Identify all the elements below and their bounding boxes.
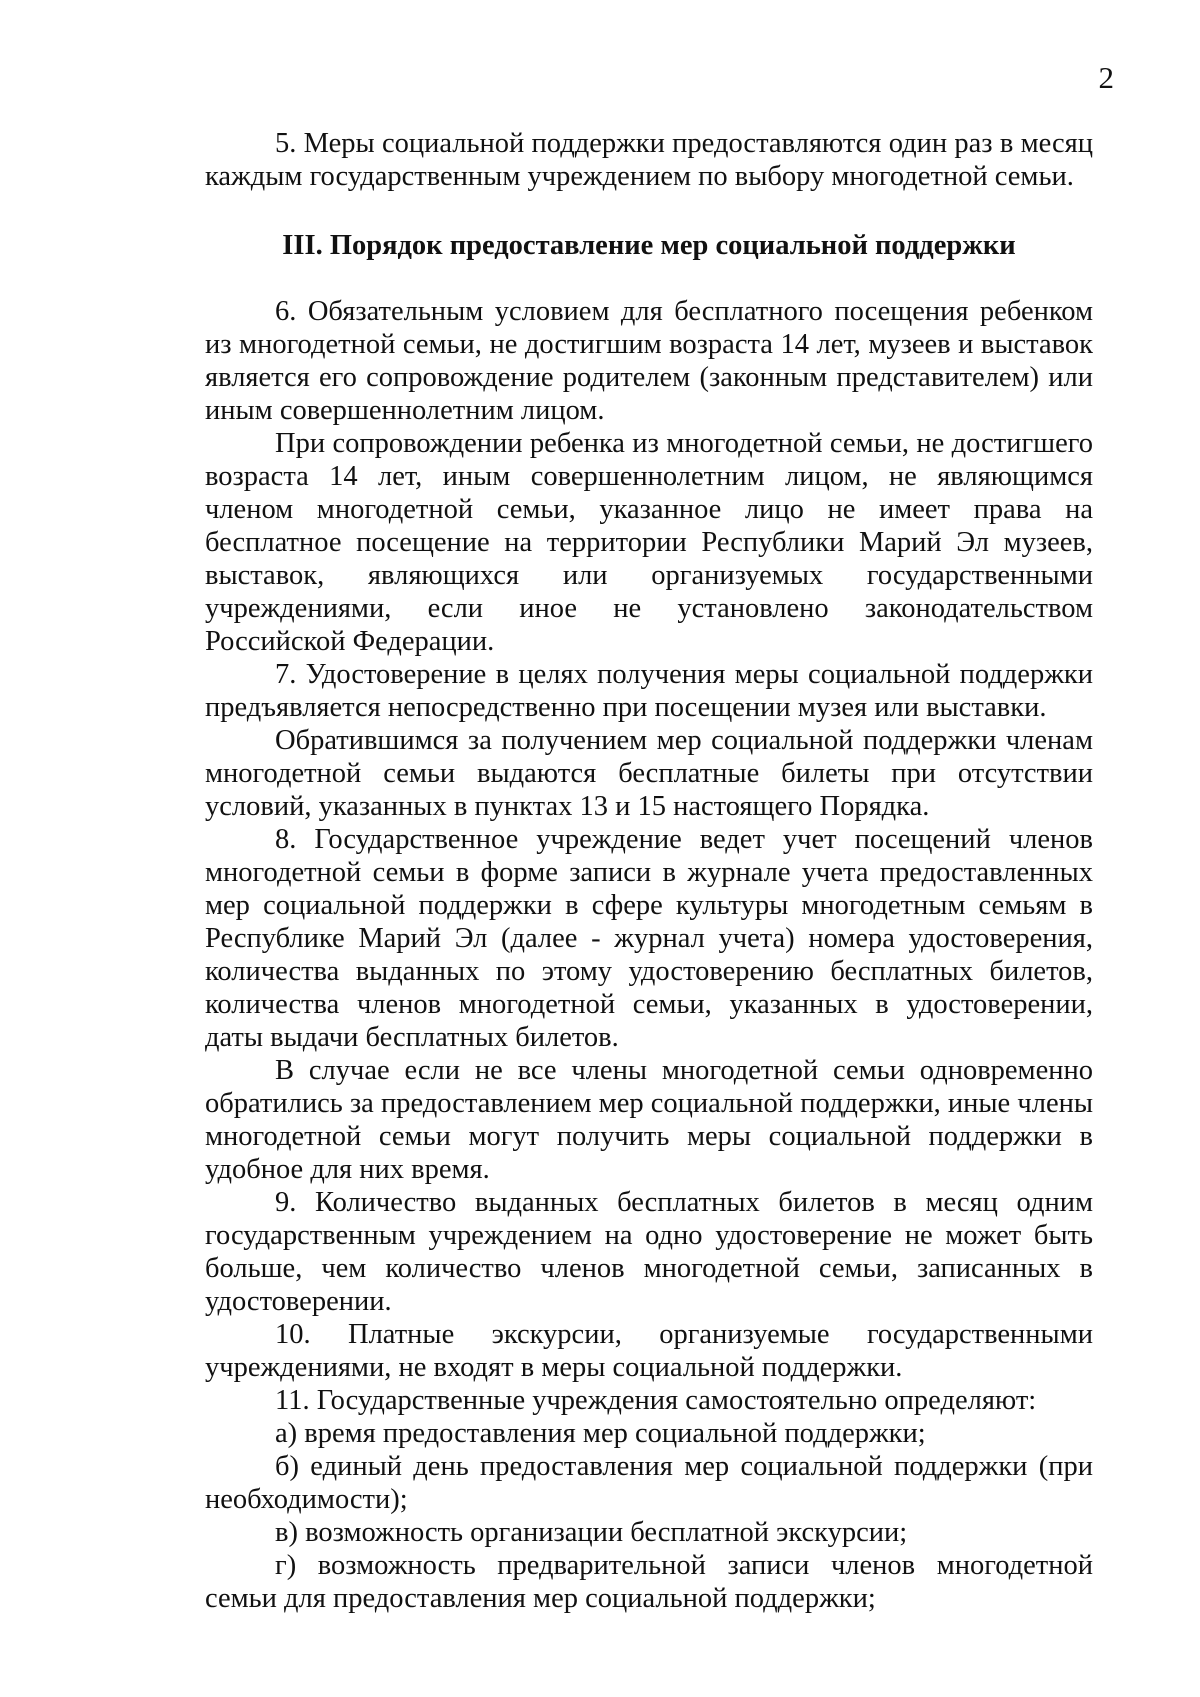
document-body bbox=[205, 127, 1093, 1615]
paragraph-6-continued: При сопровождении ребенка из многодетной семьи, не достигшего возраста 14 лет, иным совершеннолетним лицом, не являющимся членом многодетной семьи, указанное лицо не имеет права на бесплатное посещение на территории Республики Марий Эл музеев, выставок, являющихся или организуемых государственными учреждениями, если иное не установлено законодательством Российской Федерации. bbox=[205, 428, 1093, 657]
paragraph-11: 11. Государственные учреждения самостоятельно определяют: bbox=[275, 1385, 1037, 1416]
paragraph-8: 8. Государственное учреждение ведет учет посещений членов многодетной семьи в форме записи в журнале учета предоставленных мер социальной поддержки в сфере культуры многодетным семьям в Республике Марий Эл (далее - журнал учета) номера удостоверения, количества выданных по этому удостоверению бесплатных билетов, количества членов многодетной семьи, указанных в удостоверении, даты выдачи бесплатных билетов. bbox=[205, 824, 1093, 1053]
paragraph-5: 5. Меры социальной поддержки предоставляются один раз в месяц каждым государственным учреждением по выбору многодетной семьи. bbox=[205, 128, 1093, 192]
list-item-v: в) возможность организации бесплатной экскурсии; bbox=[275, 1517, 908, 1548]
list-item-a: а) время предоставления мер социальной поддержки; bbox=[275, 1418, 926, 1449]
paragraph-7-continued: Обратившимся за получением мер социальной поддержки членам многодетной семьи выдаются бесплатные билеты при отсутствии условий, указанных в пунктах 13 и 15 настоящего Порядка. bbox=[205, 725, 1093, 822]
paragraph-7: 7. Удостоверение в целях получения меры социальной поддержки предъявляется непосредственно при посещении музея или выставки. bbox=[205, 659, 1093, 723]
list-item-g: г) возможность предварительной записи членов многодетной семьи для предоставления мер социальной поддержки; bbox=[205, 1550, 1093, 1614]
list-item-b: б) единый день предоставления мер социальной поддержки (при необходимости); bbox=[205, 1451, 1093, 1515]
section-heading: III. Порядок предоставление мер социальной поддержки bbox=[282, 230, 1016, 261]
paragraph-10: 10. Платные экскурсии, организуемые государственными учреждениями, не входят в меры социальной поддержки. bbox=[205, 1319, 1093, 1383]
paragraph-8-continued: В случае если не все члены многодетной семьи одновременно обратились за предоставлением мер социальной поддержки, иные члены многодетной семьи могут получить меры социальной поддержки в удобное для них время. bbox=[205, 1055, 1093, 1185]
paragraph-9: 9. Количество выданных бесплатных билетов в месяц одним государственным учреждением на одно удостоверение не может быть больше, чем количество членов многодетной семьи, записанных в удостоверении. bbox=[205, 1187, 1093, 1317]
paragraph-6: 6. Обязательным условием для бесплатного посещения ребенком из многодетной семьи, не достигшим возраста 14 лет, музеев и выставок является его сопровождение родителем (законным представителем) или иным совершеннолетним лицом. bbox=[205, 296, 1093, 426]
page-number: 2 bbox=[1098, 60, 1114, 95]
